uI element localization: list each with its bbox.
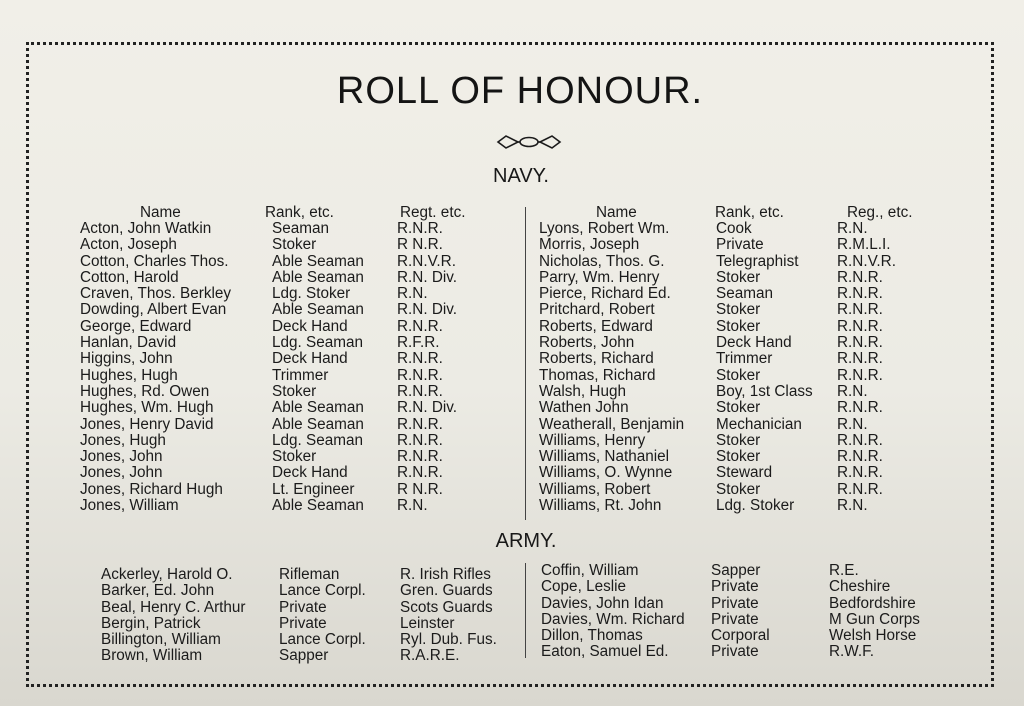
navy-right-name: Morris, Joseph (539, 236, 640, 254)
navy-left-name: Jones, Richard Hugh (80, 480, 223, 498)
army-right-name: Davies, Wm. Richard (541, 610, 685, 628)
navy-heading: NAVY. (493, 165, 549, 187)
navy-left-rank-header: Rank, etc. (265, 204, 334, 221)
navy-right-name: Williams, Henry (539, 431, 646, 449)
navy-right-name: Weatherall, Benjamin (539, 415, 685, 433)
army-left-name: Ackerley, Harold O. (101, 566, 233, 583)
navy-right-name: Walsh, Hugh (539, 382, 627, 400)
navy-left-rank: Ldg. Stoker (272, 285, 351, 303)
navy-left-regiment: R.N. Div. (397, 301, 458, 319)
navy-left-rank: Trimmer (272, 366, 329, 384)
navy-right-rank: Ldg. Stoker (716, 497, 795, 515)
navy-left-rank: Ldg. Seaman (272, 334, 363, 352)
army-right-rank: Private (711, 643, 759, 661)
navy-right-regiment: R.N.R. (837, 480, 883, 498)
army-left-rank: Lance Corpl. (279, 582, 366, 600)
navy-left-regiment: R.N.R. (397, 431, 443, 449)
navy-right-regt-header: Reg., etc. (847, 204, 913, 221)
navy-right-rank: Telegraphist (716, 252, 799, 270)
navy-right-regiment: R.N.V.R. (837, 252, 896, 270)
army-left-name: Barker, Ed. John (101, 582, 215, 600)
navy-left-regiment: R.N.R. (397, 220, 443, 237)
navy-left-rank: Stoker (272, 236, 317, 254)
army-left-regiment: Scots Guards (400, 598, 493, 616)
navy-right-regiment: R.N.R. (837, 285, 883, 303)
army-right-name: Davies, John Idan (541, 594, 664, 612)
navy-left-regiment: R N.R. (397, 236, 443, 254)
navy-left-rank: Deck Hand (272, 464, 348, 482)
navy-left-name: Cotton, Harold (80, 268, 179, 286)
navy-right-name: Williams, Robert (539, 480, 651, 498)
army-left-name: Billington, William (101, 631, 221, 649)
navy-left-rank: Able Seaman (272, 399, 364, 417)
navy-left-regiment: R.N. Div. (397, 268, 458, 286)
navy-left-name: Jones, Hugh (80, 431, 166, 449)
navy-left-rank: Deck Hand (272, 350, 348, 368)
navy-right-name: Williams, Rt. John (539, 497, 662, 515)
army-left-regiment: Ryl. Dub. Fus. (400, 631, 497, 649)
army-left-name: Brown, William (101, 647, 203, 665)
navy-left-rank: Able Seaman (272, 252, 364, 270)
navy-right-name: Roberts, John (539, 334, 635, 352)
navy-right-regiment: R.N.R. (837, 366, 883, 384)
navy-left-regiment: R.N.R. (397, 448, 443, 466)
navy-right-rank: Stoker (716, 366, 761, 384)
army-left-rank: Private (279, 598, 327, 616)
navy-right-name: Parry, Wm. Henry (539, 268, 660, 286)
navy-right-rank: Stoker (716, 480, 761, 498)
navy-right-regiment: R.N.R. (837, 448, 883, 466)
navy-left-name: Jones, John (80, 448, 163, 466)
army-right-name: Dillon, Thomas (541, 627, 643, 645)
navy-right-name: Nicholas, Thos. G. (539, 252, 665, 270)
army-column-divider (525, 563, 526, 658)
army-left-name: Bergin, Patrick (101, 614, 201, 632)
navy-left-regiment: R.N.R. (397, 317, 443, 335)
navy-right-regiment: R.N.R. (837, 464, 883, 482)
navy-right-rank: Cook (716, 220, 752, 237)
navy-left-name: Higgins, John (80, 350, 173, 368)
army-left-regiment: Gren. Guards (400, 582, 493, 600)
navy-left-name: Acton, Joseph (80, 236, 177, 254)
navy-right-rank: Steward (716, 464, 773, 482)
navy-left-name: Craven, Thos. Berkley (80, 285, 232, 303)
navy-left-regiment: R.F.R. (397, 334, 440, 352)
navy-left-name: Hughes, Rd. Owen (80, 382, 210, 400)
navy-right-regiment: R.N.R. (837, 334, 883, 352)
navy-left-name: Dowding, Albert Evan (80, 301, 227, 319)
navy-left-regiment: R.N.V.R. (397, 252, 456, 270)
navy-left-rank: Seaman (272, 220, 329, 237)
navy-right-name: Thomas, Richard (539, 366, 656, 384)
army-right-name: Eaton, Samuel Ed. (541, 643, 669, 661)
navy-right-name: Roberts, Richard (539, 350, 654, 368)
navy-right-rank: Deck Hand (716, 334, 792, 352)
army-right-rank: Private (711, 578, 759, 596)
army-left-rank: Private (279, 614, 327, 632)
army-left-rank: Sapper (279, 647, 329, 665)
navy-right-rank: Private (716, 236, 764, 254)
navy-right-regiment: R.M.L.I. (837, 236, 891, 254)
navy-right-name: Pritchard, Robert (539, 301, 655, 319)
navy-left-name: Hughes, Wm. Hugh (80, 399, 214, 417)
army-left-rank: Lance Corpl. (279, 631, 366, 649)
army-left-name: Beal, Henry C. Arthur (101, 598, 246, 616)
navy-left-rank: Able Seaman (272, 497, 364, 515)
navy-right-name: Roberts, Edward (539, 317, 653, 335)
navy-left-rank: Able Seaman (272, 301, 364, 319)
navy-left-rank: Stoker (272, 382, 317, 400)
navy-left-regiment: R.N.R. (397, 366, 443, 384)
army-right-name: Coffin, William (541, 562, 639, 579)
navy-right-rank: Trimmer (716, 350, 773, 368)
army-right-rank: Private (711, 594, 759, 612)
navy-right-name: Williams, O. Wynne (539, 464, 673, 482)
navy-right-regiment: R.N.R. (837, 399, 883, 417)
navy-left-name: Jones, William (80, 497, 179, 515)
navy-right-regiment: R.N.R. (837, 317, 883, 335)
navy-left-rank: Able Seaman (272, 415, 364, 433)
navy-right-rank: Seaman (716, 285, 773, 303)
navy-right-name-header: Name (596, 204, 637, 221)
navy-right-rank: Stoker (716, 268, 761, 286)
navy-left-regiment: R N.R. (397, 480, 443, 498)
navy-right-regiment: R.N.R. (837, 301, 883, 319)
navy-right-name: Lyons, Robert Wm. (539, 220, 670, 237)
army-left-regiment: R. Irish Rifles (400, 566, 491, 583)
navy-left-name: Jones, John (80, 464, 163, 482)
army-right-regiment: Welsh Horse (829, 627, 917, 645)
navy-right-regiment: R.N. (837, 497, 868, 515)
navy-left-rank: Ldg. Seaman (272, 431, 363, 449)
army-right-regiment: M Gun Corps (829, 610, 920, 628)
navy-left-name-header: Name (140, 204, 181, 221)
navy-left-name: Hanlan, David (80, 334, 177, 352)
army-right-regiment: R.W.F. (829, 643, 875, 661)
army-right-regiment: Cheshire (829, 578, 891, 596)
navy-left-name: Jones, Henry David (80, 415, 214, 433)
navy-right-regiment: R.N. (837, 382, 868, 400)
navy-left-rank: Lt. Engineer (272, 480, 355, 498)
navy-right-regiment: R.N. (837, 220, 868, 237)
navy-right-rank: Mechanician (716, 415, 802, 433)
navy-right-regiment: R.N. (837, 415, 868, 433)
navy-right-regiment: R.N.R. (837, 350, 883, 368)
navy-right-rank: Boy, 1st Class (716, 382, 813, 400)
army-right-rank: Corporal (711, 627, 770, 645)
navy-left-regiment: R.N.R. (397, 415, 443, 433)
army-left-regiment: Leinster (400, 614, 455, 632)
navy-left-regiment: R.N.R. (397, 464, 443, 482)
ornament-divider-icon (496, 134, 562, 150)
navy-left-name: Hughes, Hugh (80, 366, 178, 384)
navy-left-name: George, Edward (80, 317, 192, 335)
army-left-rank: Rifleman (279, 566, 340, 583)
navy-left-regiment: R.N. Div. (397, 399, 458, 417)
navy-right-rank: Stoker (716, 317, 761, 335)
navy-right-rank: Stoker (716, 301, 761, 319)
navy-right-name: Williams, Nathaniel (539, 448, 670, 466)
navy-right-rank-header: Rank, etc. (715, 204, 784, 221)
navy-left-name: Acton, John Watkin (80, 220, 212, 237)
navy-left-regt-header: Regt. etc. (400, 204, 466, 221)
navy-right-rank: Stoker (716, 399, 761, 417)
page-title: ROLL OF HONOUR. (336, 70, 704, 112)
navy-right-name: Wathen John (539, 399, 629, 417)
army-right-regiment: Bedfordshire (829, 594, 916, 612)
army-left-regiment: R.A.R.E. (400, 647, 460, 665)
navy-column-divider (525, 207, 526, 520)
navy-left-regiment: R.N.R. (397, 350, 443, 368)
navy-right-rank: Stoker (716, 431, 761, 449)
navy-left-rank: Deck Hand (272, 317, 348, 335)
army-right-regiment: R.E. (829, 562, 859, 579)
army-right-name: Cope, Leslie (541, 578, 627, 596)
navy-left-regiment: R.N.R. (397, 382, 443, 400)
army-right-rank: Private (711, 610, 759, 628)
navy-left-regiment: R.N. (397, 285, 428, 303)
navy-right-regiment: R.N.R. (837, 431, 883, 449)
navy-left-rank: Able Seaman (272, 268, 364, 286)
navy-left-name: Cotton, Charles Thos. (80, 252, 229, 270)
navy-right-name: Pierce, Richard Ed. (539, 285, 671, 303)
navy-left-rank: Stoker (272, 448, 317, 466)
army-heading: ARMY. (495, 530, 557, 552)
navy-right-rank: Stoker (716, 448, 761, 466)
navy-right-regiment: R.N.R. (837, 268, 883, 286)
army-right-rank: Sapper (711, 562, 761, 579)
navy-left-regiment: R.N. (397, 497, 428, 515)
